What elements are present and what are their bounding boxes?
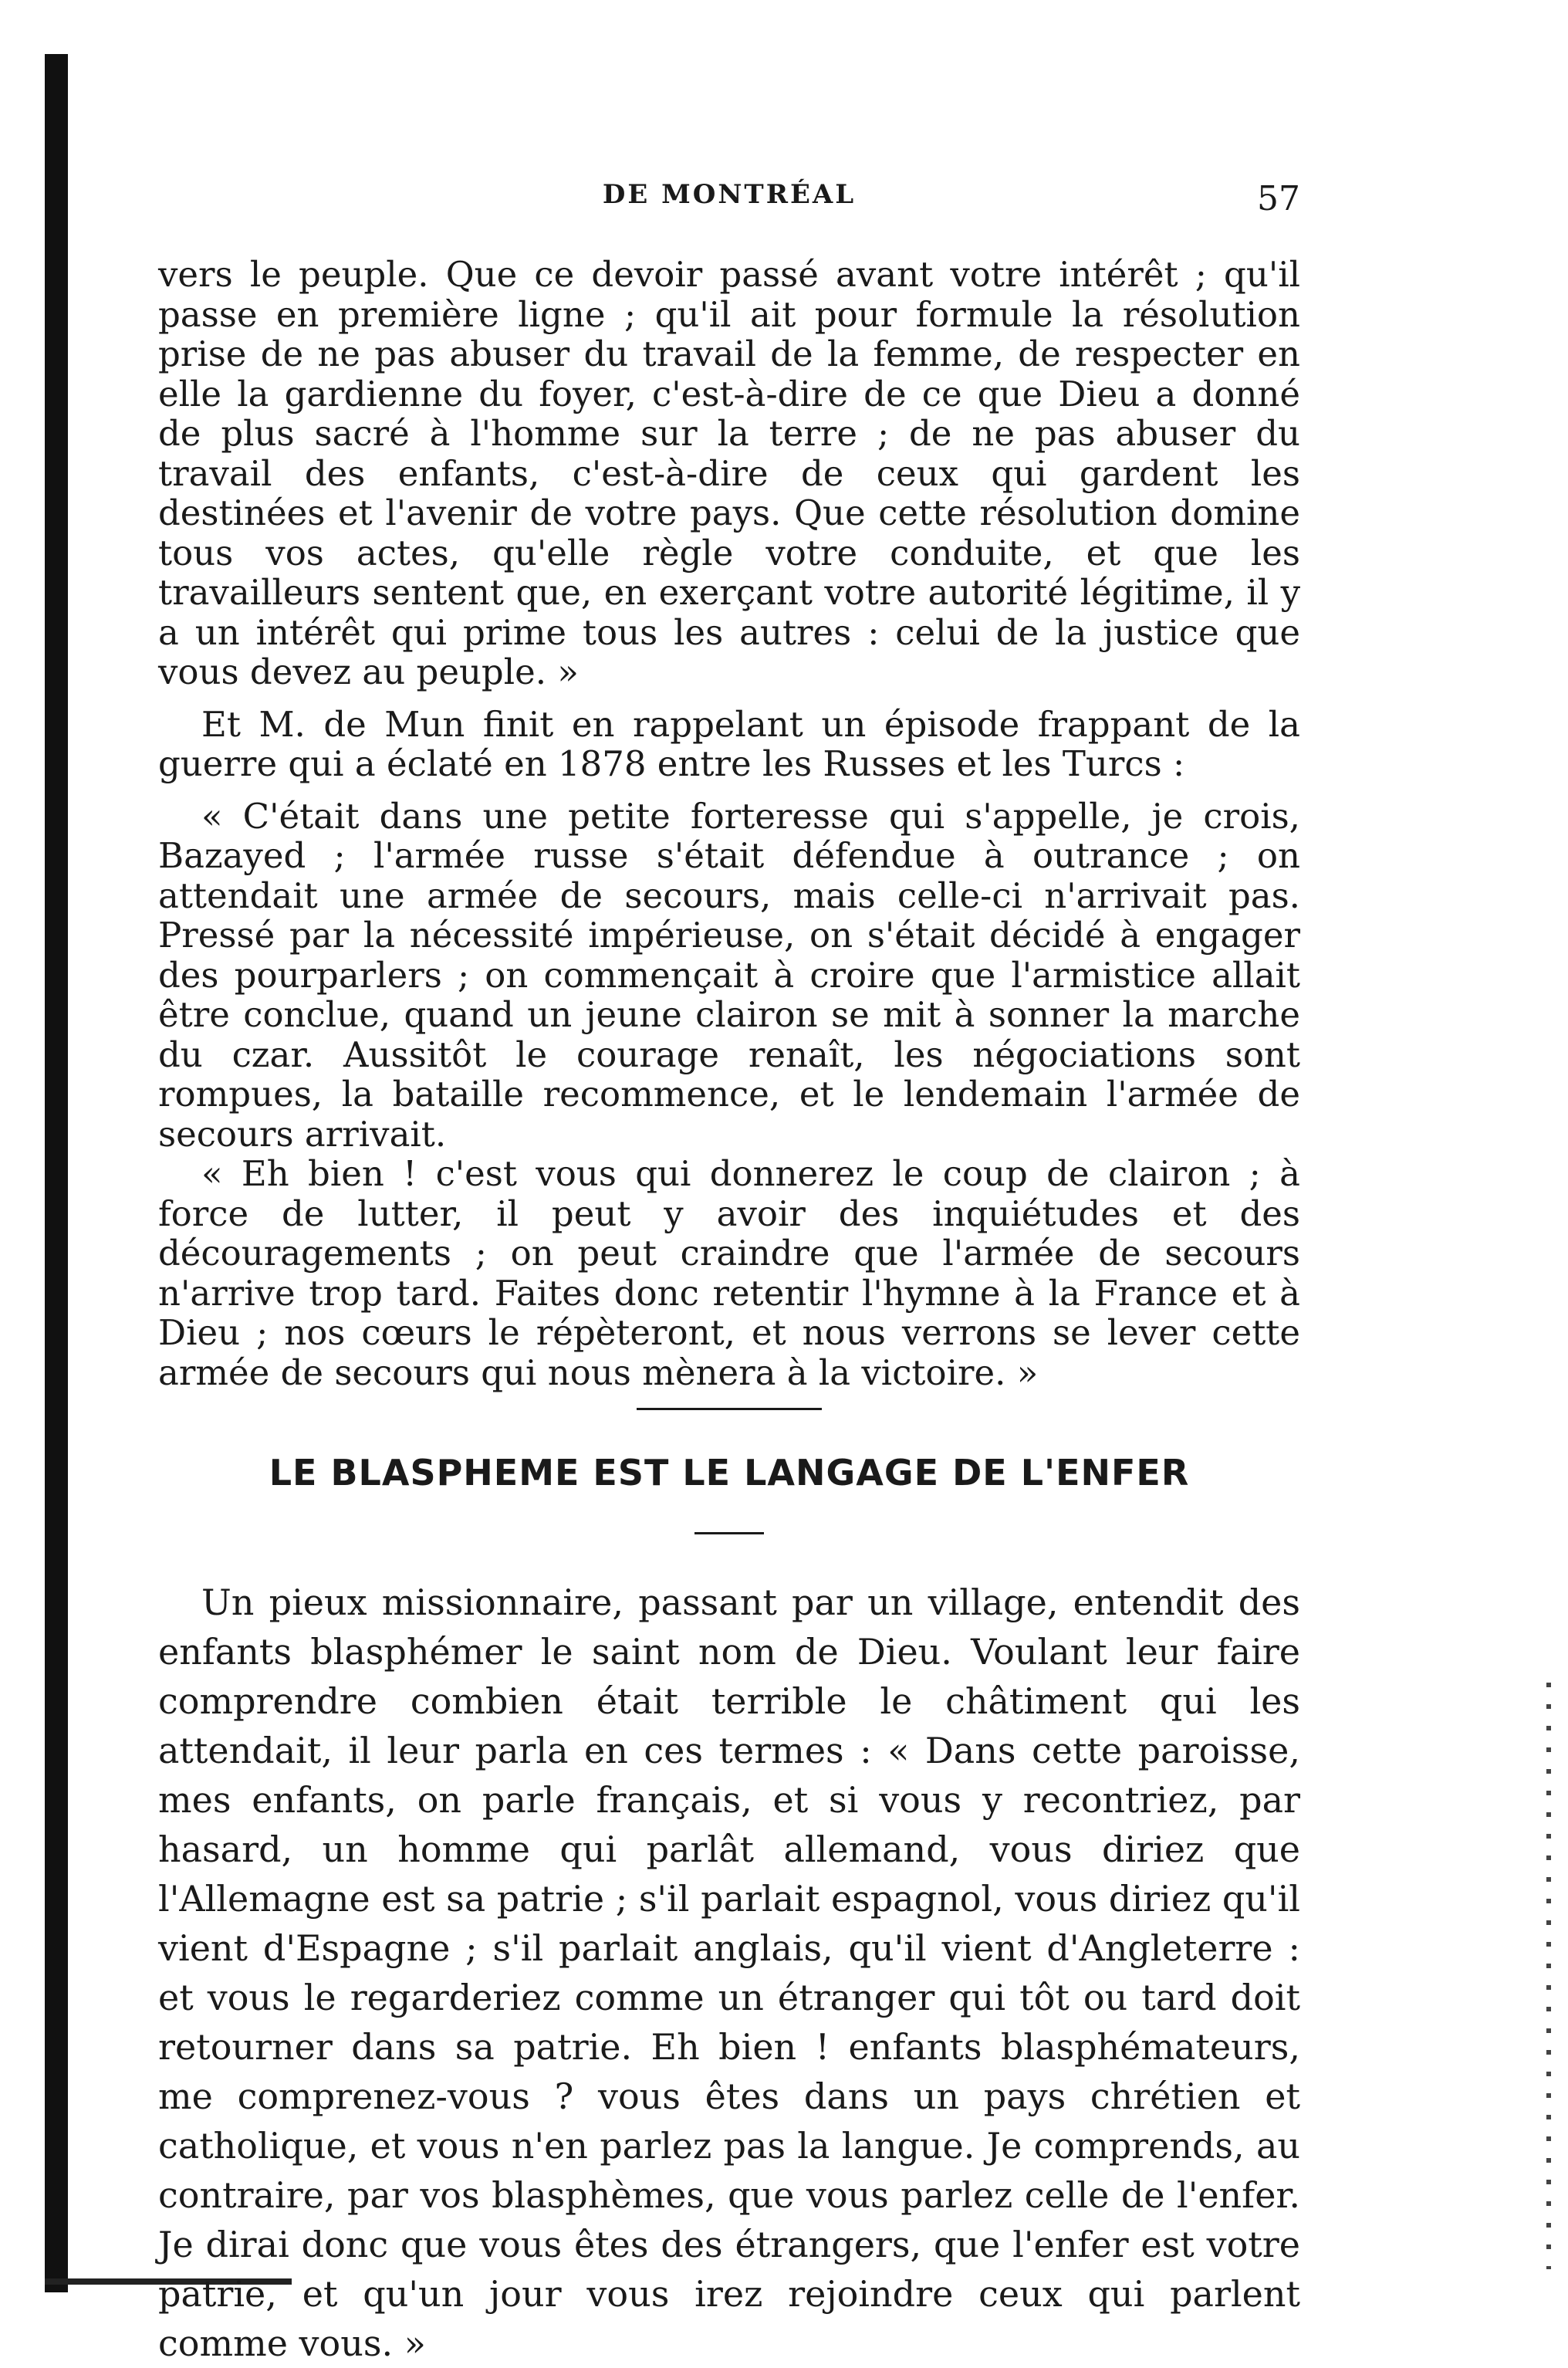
paragraph-narration: Et M. de Mun finit en rappelant un épisode frappant de la guerre qui a éclaté en 1878 entre les Russes et les Turcs : <box>158 703 1300 784</box>
page-binding-edge <box>45 54 68 2292</box>
running-head: DE MONTRÉAL <box>602 179 857 210</box>
section-title: LE BLASPHEME EST LE LANGAGE DE L'ENFER <box>269 1452 1190 1494</box>
page-header <box>158 179 1300 225</box>
page-number: 57 <box>1257 179 1300 218</box>
title-rule <box>694 1532 764 1534</box>
scan-speckle <box>1546 1683 1551 2269</box>
section-paragraph: Un pieux missionnaire, passant par un village, entendit des enfants blasphémer le saint nom de Dieu. Voulant leur faire comprendre combien était terrible le châtiment qui les attendait, il leur parla en ces termes : « Dans cette paroisse, mes enfants, on parle français, et si vous y recontriez, par hasard, un homme qui parlât allemand, vous diriez que l'Allemagne est sa patrie ; s'il parlait espagnol, vous diriez qu'il vient d'Espagne ; s'il parlait anglais, qu'il vient d'Angleterre : et vous le regarderiez comme un étranger qui tôt ou tard doit retourner dans sa patrie. Eh bien ! enfants blasphémateurs, me comprenez-vous ? vous êtes dans un pays chrétien et catholique, et vous n'en parlez pas la langue. Je comprends, au contraire, par vos blasphèmes, que vous parlez celle de l'enfer. Je dirai donc que vous êtes des étrangers, que l'enfer est votre patrie, et qu'un jour vous irez rejoindre ceux qui parlent comme vous. » <box>158 1581 1300 2364</box>
section-divider <box>637 1408 822 1410</box>
paragraph-quote-story: « C'était dans une petite forteresse qui s'appelle, je crois, Bazayed ; l'armée russe s'était défendue à outrance ; on attendait une armée de secours, mais celle-ci n'arrivait pas. Pressé par la nécessité impérieuse, on s'était décidé à engager des pourparlers ; on commençait à croire que l'armistice allait être conclue, quand un jeune clairon se mit à sonner la marche du czar. Aussitôt le courage renaît, les négociations sont rompues, la bataille recommence, et le lendemain l'armée de secours arrivait. <box>158 795 1300 1155</box>
paragraph-continued: vers le peuple. Que ce devoir passé avant votre intérêt ; qu'il passe en première ligne ; qu'il ait pour formule la résolution prise de ne pas abuser du travail de la femme, de respecter en elle la gardienne du foyer, c'est-à-dire de ce que Dieu a donné de plus sacré à l'homme sur la terre ; de ne pas abuser du travail des enfants, c'est-à-dire de ceux qui gardent les destinées et l'avenir de votre pays. Que cette résolution domine tous vos actes, qu'elle règle votre conduite, et que les travailleurs sentent que, en exerçant votre autorité légitime, il y a un intérêt qui prime tous les autres : celui de la justice que vous devez au peuple. » <box>158 254 1300 692</box>
paragraph-quote-conclusion: « Eh bien ! c'est vous qui donnerez le coup de clairon ; à force de lutter, il peut y avoir des inquiétudes et des découragements ; on peut craindre que l'armée de secours n'arrive trop tard. Faites donc retentir l'hymne à la France et à Dieu ; nos cœurs le répèteront, et nous verrons se lever cette armée de secours qui nous mènera à la victoire. » <box>158 1153 1300 1393</box>
page-body <box>158 255 1300 2368</box>
